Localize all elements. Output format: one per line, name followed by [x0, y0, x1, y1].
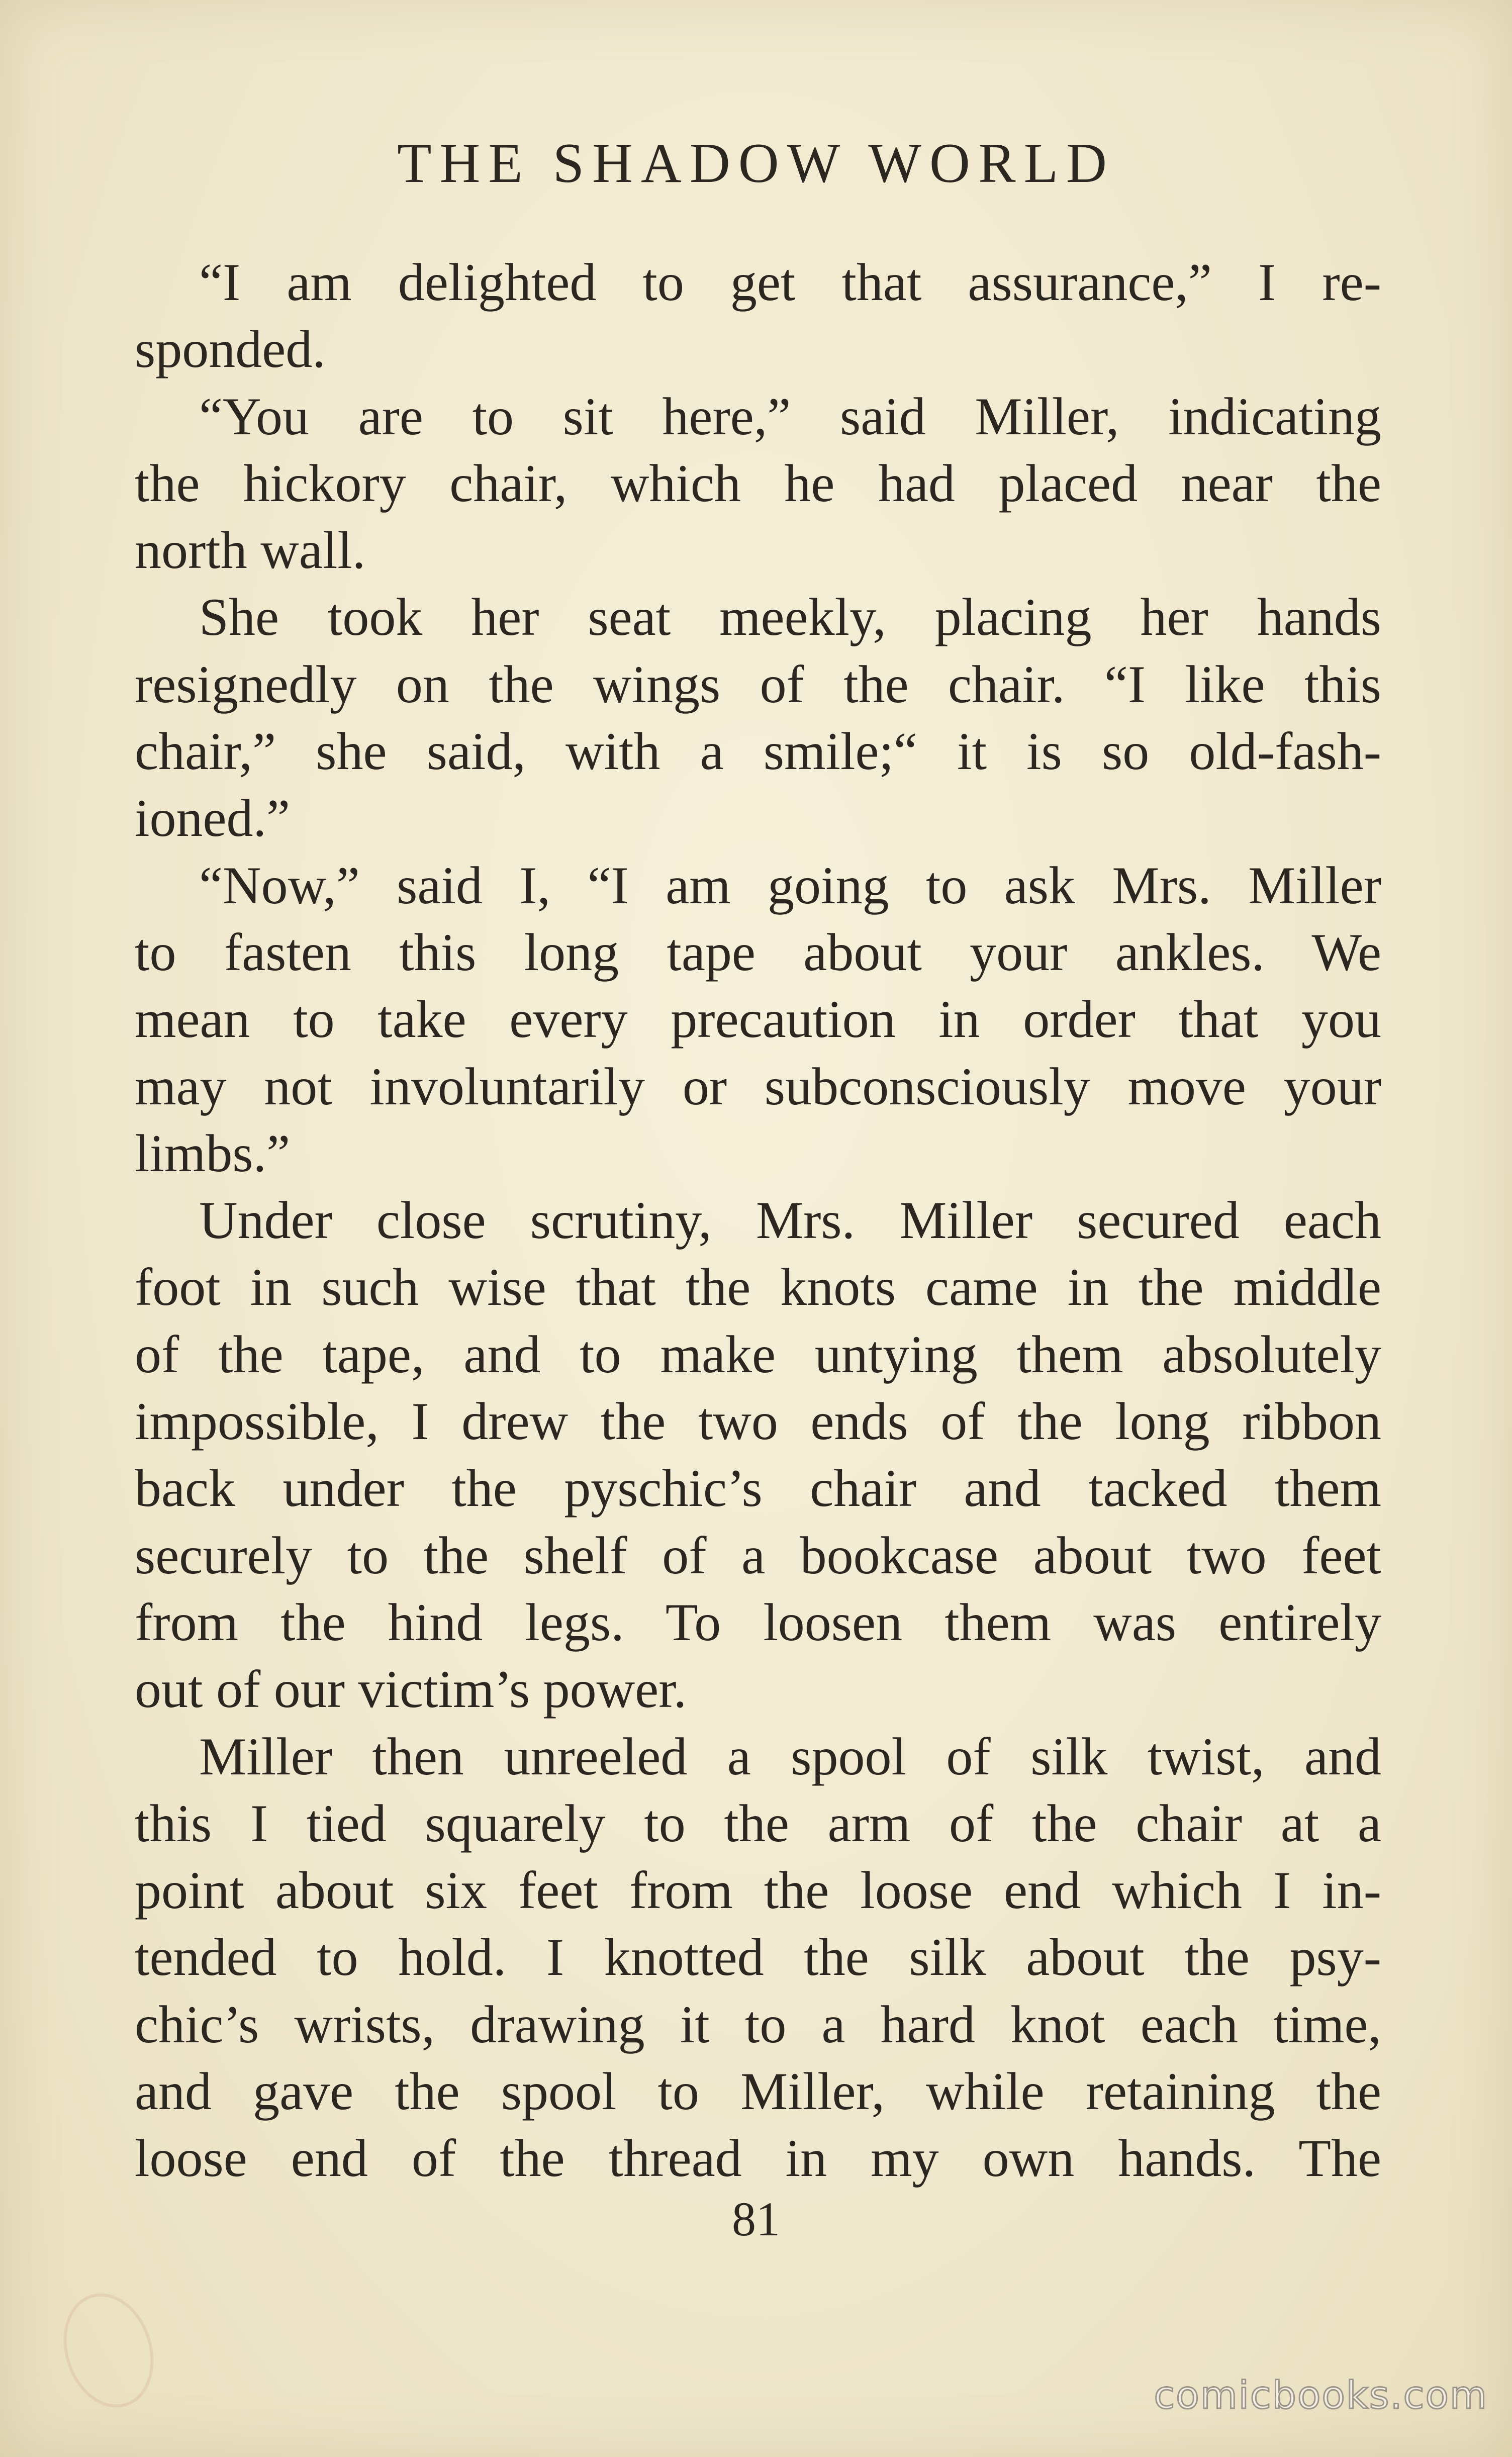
- text-line: tended to hold. I knotted the silk about the psy-: [135, 1928, 1381, 1987]
- text-line: Under close scrutiny, Mrs. Miller secured each: [199, 1191, 1381, 1250]
- page-stain: [49, 2282, 167, 2419]
- text-line: “I am delighted to get that assurance,” I re-: [199, 253, 1381, 312]
- text-line: of the tape, and to make untying them absolutely: [135, 1325, 1381, 1384]
- text-line: Miller then unreeled a spool of silk twist, and: [199, 1727, 1381, 1786]
- text-line: point about six feet from the loose end which I in-: [135, 1861, 1381, 1920]
- text-line: “You are to sit here,” said Miller, indicating: [199, 387, 1381, 446]
- text-line: ioned.”: [135, 789, 291, 848]
- text-line: chic’s wrists, drawing it to a hard knot each time,: [135, 1995, 1381, 2054]
- text-line: north wall.: [135, 521, 366, 580]
- text-line: foot in such wise that the knots came in the middle: [135, 1258, 1381, 1317]
- text-line: from the hind legs. To loosen them was entirely: [135, 1592, 1381, 1652]
- text-line: impossible, I drew the two ends of the long ribbon: [135, 1392, 1381, 1451]
- text-line: resignedly on the wings of the chair. “I like this: [135, 654, 1381, 714]
- page-number: 81: [732, 2192, 780, 2246]
- text-line: to fasten this long tape about your ankles. We: [135, 922, 1381, 982]
- text-line: “Now,” said I, “I am going to ask Mrs. Miller: [199, 856, 1381, 915]
- text-line: chair,” she said, with a smile;“ it is so old-fash-: [135, 722, 1381, 781]
- text-line: this I tied squarely to the arm of the chair at a: [135, 1793, 1381, 1853]
- text-line: securely to the shelf of a bookcase about two feet: [135, 1526, 1381, 1585]
- text-line: mean to take every precaution in order that you: [135, 990, 1381, 1049]
- text-line: and gave the spool to Miller, while retaining the: [135, 2062, 1381, 2121]
- watermark: comicbooks.com: [1154, 2373, 1488, 2417]
- text-line: the hickory chair, which he had placed near the: [135, 453, 1381, 513]
- body-text: [135, 249, 1381, 2192]
- text-line: sponded.: [135, 320, 326, 379]
- text-line: back under the pyschic’s chair and tacked them: [135, 1459, 1381, 1518]
- text-line: out of our victim’s power.: [135, 1660, 687, 1719]
- running-head: THE SHADOW WORLD: [397, 132, 1115, 195]
- text-line: limbs.”: [135, 1123, 291, 1183]
- text-line: She took her seat meekly, placing her hands: [199, 588, 1381, 647]
- text-line: loose end of the thread in my own hands. The: [135, 2129, 1381, 2188]
- text-line: may not involuntarily or subconsciously move your: [135, 1057, 1381, 1116]
